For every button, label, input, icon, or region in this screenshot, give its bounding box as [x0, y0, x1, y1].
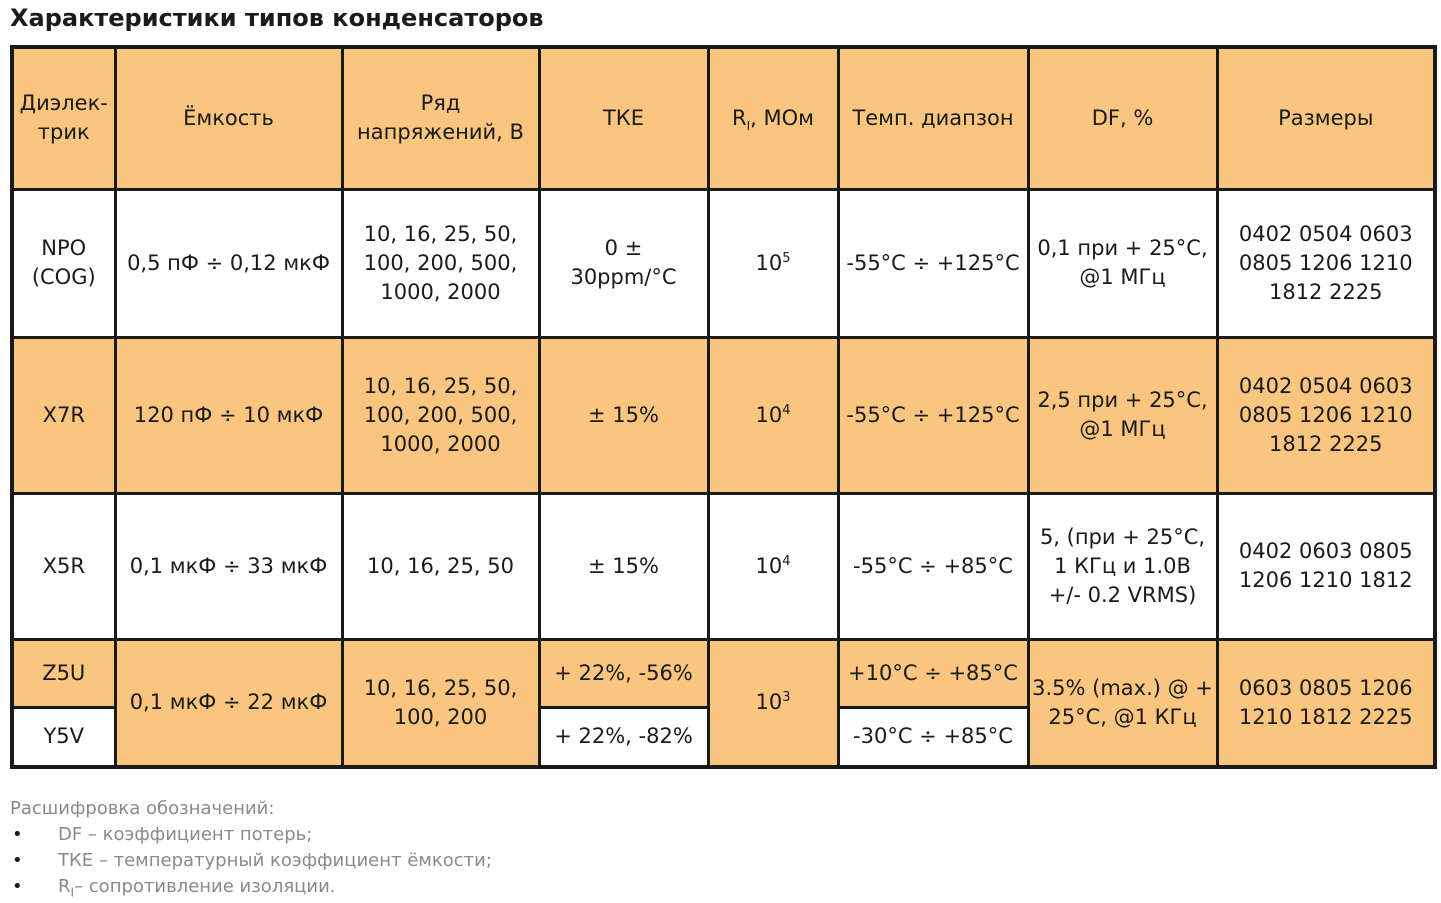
legend-item-ri: • $R_I-$ сопротивление изоляции.	[12, 876, 336, 900]
cell-temp: -55°C ÷ +125°C	[838, 189, 1028, 337]
header-df: DF, %	[1028, 47, 1217, 189]
legend-item-tke: • ТКЕ – температурный коэффициент ёмкости;	[10, 848, 492, 874]
cell-tke: ± 15%	[539, 493, 708, 639]
table-row-x7r	[12, 337, 1435, 493]
header-dielectric: Диэлек- трик	[12, 47, 115, 189]
cell-sizes: 0402 0603 0805 1206 1210 1812	[1217, 493, 1435, 639]
header-voltage: Ряд напряжений, В	[342, 47, 539, 189]
cell-voltage: 10, 16, 25, 50, 100, 200	[342, 639, 539, 767]
cell-tke: 0 ± 30ppm/°C	[539, 189, 708, 337]
legend-item-df: • DF – коэффициент потерь;	[10, 822, 492, 848]
cell-tke-y5v: + 22%, -82%	[539, 707, 708, 767]
cell-ri: $10^5$	[708, 189, 838, 337]
cell-dielectric: X7R	[12, 337, 115, 493]
cell-sizes: 0603 0805 1206 1210 1812 2225	[1217, 639, 1435, 767]
header-ri: $R_I$, МОм	[708, 47, 838, 189]
cell-dielectric: X5R	[12, 493, 115, 639]
legend-list	[10, 822, 492, 900]
header-sizes: Размеры	[1217, 47, 1435, 189]
cell-df: 0,1 при + 25°C, @1 МГц	[1028, 189, 1217, 337]
table-header-row	[12, 47, 1435, 189]
cell-df: 3.5% (max.) @ + 25°C, @1 КГц	[1028, 639, 1217, 767]
table-row-x5r	[12, 493, 1435, 639]
bullet-icon: •	[12, 876, 23, 897]
cell-capacitance: 0,5 пФ ÷ 0,12 мкФ	[115, 189, 342, 337]
cell-temp-y5v: -30°C ÷ +85°C	[838, 707, 1028, 767]
cell-df: 5, (при + 25°C, 1 КГц и 1.0В +/- 0.2 VRMS)	[1028, 493, 1217, 639]
cell-temp-z5u: +10°C ÷ +85°C	[838, 639, 1028, 707]
cell-dielectric-z5u: Z5U	[12, 639, 115, 707]
page-title: Характеристики типов конденсаторов	[10, 4, 544, 32]
cell-tke: ± 15%	[539, 337, 708, 493]
cell-capacitance: 0,1 мкФ ÷ 33 мкФ	[115, 493, 342, 639]
cell-dielectric-y5v: Y5V	[12, 707, 115, 767]
cell-voltage: 10, 16, 25, 50, 100, 200, 500, 1000, 2000	[342, 189, 539, 337]
legend	[10, 796, 492, 900]
cell-ri: $10^4$	[708, 493, 838, 639]
table-row-npo	[12, 189, 1435, 337]
cell-ri: $10^3$	[708, 639, 838, 767]
legend-heading: Расшифровка обозначений:	[10, 798, 275, 819]
cell-ri: $10^4$	[708, 337, 838, 493]
cell-df: 2,5 при + 25°C, @1 МГц	[1028, 337, 1217, 493]
header-tke: ТКЕ	[539, 47, 708, 189]
bullet-icon: •	[12, 850, 23, 871]
bullet-icon: •	[12, 824, 23, 845]
capacitor-types-table	[10, 45, 1437, 769]
cell-sizes: 0402 0504 0603 0805 1206 1210 1812 2225	[1217, 189, 1435, 337]
cell-voltage: 10, 16, 25, 50	[342, 493, 539, 639]
cell-temp: -55°C ÷ +85°C	[838, 493, 1028, 639]
cell-tke-z5u: + 22%, -56%	[539, 639, 708, 707]
cell-voltage: 10, 16, 25, 50, 100, 200, 500, 1000, 2000	[342, 337, 539, 493]
cell-capacitance: 0,1 мкФ ÷ 22 мкФ	[115, 639, 342, 767]
cell-capacitance: 120 пФ ÷ 10 мкФ	[115, 337, 342, 493]
cell-temp: -55°C ÷ +125°C	[838, 337, 1028, 493]
header-temp: Темп. диапзон	[838, 47, 1028, 189]
header-capacitance: Ёмкость	[115, 47, 342, 189]
cell-dielectric: NPO (COG)	[12, 189, 115, 337]
cell-sizes: 0402 0504 0603 0805 1206 1210 1812 2225	[1217, 337, 1435, 493]
table-row-z5u	[12, 639, 1435, 707]
